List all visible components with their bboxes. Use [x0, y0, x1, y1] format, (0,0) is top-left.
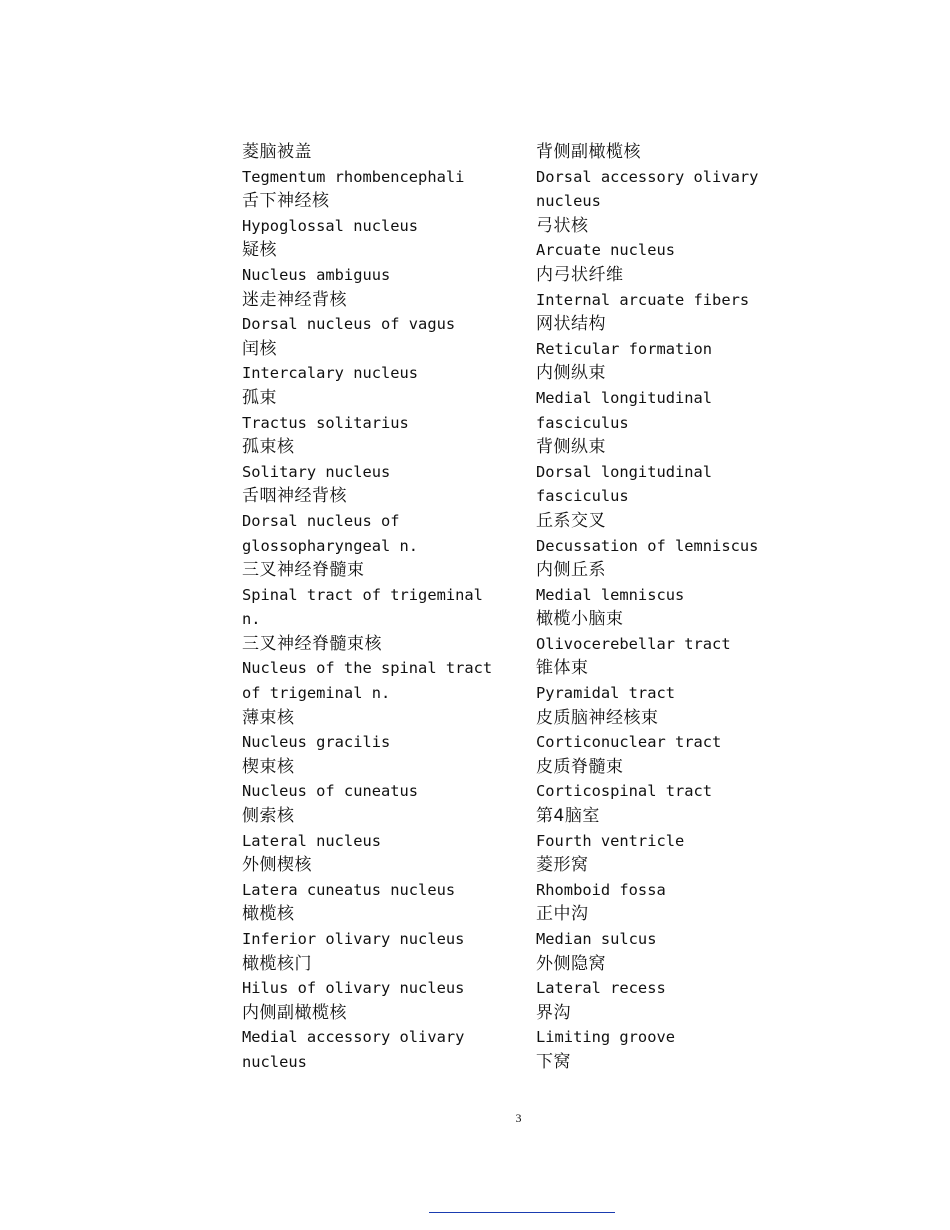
term-english: fasciculus: [536, 487, 629, 506]
term-english: Reticular formation: [536, 339, 713, 358]
term-chinese: 楔束核: [242, 756, 295, 777]
term-english: Arcuate nucleus: [536, 241, 675, 260]
term-english: Dorsal nucleus of: [242, 511, 400, 530]
term-english: nucleus: [242, 1052, 307, 1071]
term-chinese: 第4脑室: [536, 806, 600, 827]
left-term-column: [242, 140, 517, 1075]
term-chinese: 孤束: [242, 387, 277, 408]
term-chinese: 迷走神经背核: [242, 289, 347, 310]
term-english: Median sulcus: [536, 930, 657, 948]
footer-rule: [429, 1212, 615, 1213]
term-english: Dorsal nucleus of vagus: [242, 315, 456, 334]
term-chinese: 侧索核: [242, 806, 295, 827]
term-english: of trigeminal n.: [242, 684, 391, 703]
term-chinese: 内弓状纤维: [536, 264, 624, 285]
term-chinese: 丘系交叉: [536, 510, 606, 531]
term-english: Corticospinal tract: [536, 782, 713, 801]
term-english: n.: [242, 610, 261, 629]
term-english: Intercalary nucleus: [242, 364, 419, 383]
term-english: Lateral nucleus: [242, 831, 381, 850]
term-chinese: 内侧纵束: [536, 363, 606, 384]
term-english: Hilus of olivary nucleus: [242, 979, 465, 998]
term-english: fasciculus: [536, 413, 629, 432]
term-english: Tegmentum rhombencephali: [242, 167, 465, 186]
term-english: Nucleus of the spinal tract: [242, 659, 493, 678]
term-english: Inferior olivary nucleus: [242, 930, 465, 948]
term-chinese: 内侧丘系: [536, 560, 606, 581]
term-chinese: 背侧副橄榄核: [536, 142, 641, 162]
term-chinese: 菱形窝: [536, 855, 589, 876]
page-number: 3: [515, 1111, 522, 1125]
term-chinese: 薄束核: [242, 707, 295, 728]
term-english: Nucleus of cuneatus: [242, 782, 419, 801]
term-english: Dorsal longitudinal: [536, 462, 713, 481]
term-english: Nucleus ambiguus: [242, 265, 391, 284]
term-chinese: 菱脑被盖: [242, 142, 312, 162]
term-chinese: 三叉神经脊髓束: [242, 560, 365, 581]
term-english: glossopharyngeal n.: [242, 536, 419, 555]
term-chinese: 橄榄小脑束: [536, 609, 624, 630]
term-chinese: 橄榄核门: [242, 953, 312, 974]
term-chinese: 孤束核: [242, 437, 295, 458]
term-english: Pyramidal tract: [536, 684, 675, 703]
term-chinese: 三叉神经脊髓束核: [242, 633, 382, 654]
term-chinese: 外侧楔核: [242, 855, 312, 876]
term-english: Decussation of lemniscus: [536, 536, 759, 555]
term-chinese: 下窝: [536, 1051, 571, 1072]
term-english: Fourth ventricle: [536, 831, 685, 850]
term-chinese: 皮质脊髓束: [536, 756, 624, 777]
term-chinese: 舌下神经核: [242, 191, 330, 212]
term-chinese: 闰核: [242, 338, 277, 359]
term-chinese: 弓状核: [536, 215, 589, 236]
term-chinese: 界沟: [536, 1002, 571, 1023]
term-english: Medial lemniscus: [536, 585, 685, 604]
term-chinese: 正中沟: [536, 904, 589, 925]
term-english: nucleus: [536, 192, 601, 211]
term-chinese: 背侧纵束: [536, 437, 606, 458]
term-english: Nucleus gracilis: [242, 733, 391, 752]
term-english: Tractus solitarius: [242, 413, 409, 432]
term-chinese: 舌咽神经背核: [242, 486, 347, 507]
term-english: Hypoglossal nucleus: [242, 216, 419, 235]
term-english: Internal arcuate fibers: [536, 290, 750, 309]
term-english: Rhomboid fossa: [536, 880, 666, 899]
right-term-column: [536, 140, 811, 1075]
term-english: Limiting groove: [536, 1028, 675, 1047]
term-english: Corticonuclear tract: [536, 733, 722, 752]
term-english: Medial accessory olivary: [242, 1028, 465, 1047]
term-chinese: 疑核: [242, 240, 277, 261]
term-english: Olivocerebellar tract: [536, 634, 731, 653]
term-english: Medial longitudinal: [536, 388, 713, 407]
term-english: Latera cuneatus nucleus: [242, 880, 456, 899]
term-chinese: 橄榄核: [242, 904, 295, 925]
term-chinese: 网状结构: [536, 314, 606, 335]
term-chinese: 皮质脑神经核束: [536, 707, 659, 728]
term-english: Dorsal accessory olivary: [536, 167, 759, 186]
term-english: Spinal tract of trigeminal: [242, 585, 483, 604]
term-chinese: 锥体束: [536, 658, 589, 679]
term-english: Lateral recess: [536, 979, 666, 998]
term-chinese: 内侧副橄榄核: [242, 1002, 347, 1023]
term-chinese: 外侧隐窝: [536, 953, 606, 974]
term-english: Solitary nucleus: [242, 462, 391, 481]
